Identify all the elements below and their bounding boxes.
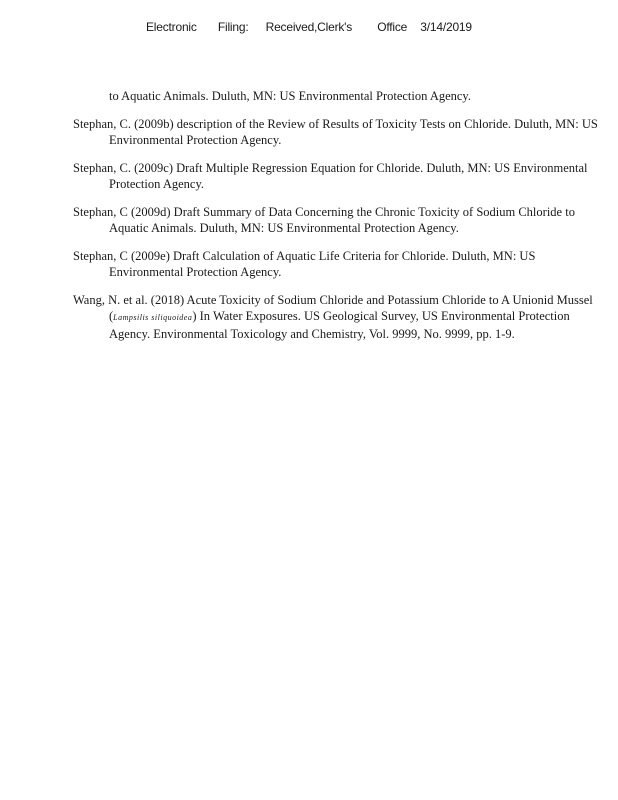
- reference-entry-stephan-2009b: Stephan, C. (2009b) description of the Review of Results of Toxicity Tests on Chloride. Duluth, MN: US Environmental Protection Agency.: [73, 117, 598, 147]
- header-electronic: Electronic: [146, 20, 197, 34]
- header-date: 3/14/2019: [420, 20, 472, 34]
- header-filing: Filing:: [217, 20, 249, 34]
- reference-wang-species: Lampsilis siliquoidea: [113, 313, 193, 322]
- header-office: Office: [377, 20, 408, 34]
- filing-header: [146, 20, 472, 34]
- reference-entry-stephan-2009e: Stephan, C (2009e) Draft Calculation of Aquatic Life Criteria for Chloride. Duluth, MN: US Environmental Protection Agency.: [73, 249, 536, 279]
- reference-wang-text-after: ) In Water Exposures. US Geological Survey, US Environmental Protection Agency. Environmental Toxicology and Chemistry, Vol. 9999, No. 9999, pp. 1-9.: [109, 309, 570, 341]
- reference-entry-stephan-2009d: Stephan, C (2009d) Draft Summary of Data Concerning the Chronic Toxicity of Sodium Chloride to Aquatic Animals. Duluth, MN: US Environmental Protection Agency.: [73, 205, 575, 235]
- reference-list: [73, 88, 601, 354]
- reference-entry-wang-2018: [73, 292, 601, 342]
- reference-wang-text-before: Wang, N. et al. (2018) Acute Toxicity of Sodium Chloride and Potassium Chloride to A Unionid Mussel (: [73, 293, 593, 323]
- header-received: Received,Clerk's: [265, 20, 353, 34]
- reference-entry-stephan-2009c: Stephan, C. (2009c) Draft Multiple Regression Equation for Chloride. Duluth, MN: US Environmental Protection Agency.: [73, 161, 588, 191]
- reference-entry-continued: to Aquatic Animals. Duluth, MN: US Environmental Protection Agency.: [109, 89, 471, 103]
